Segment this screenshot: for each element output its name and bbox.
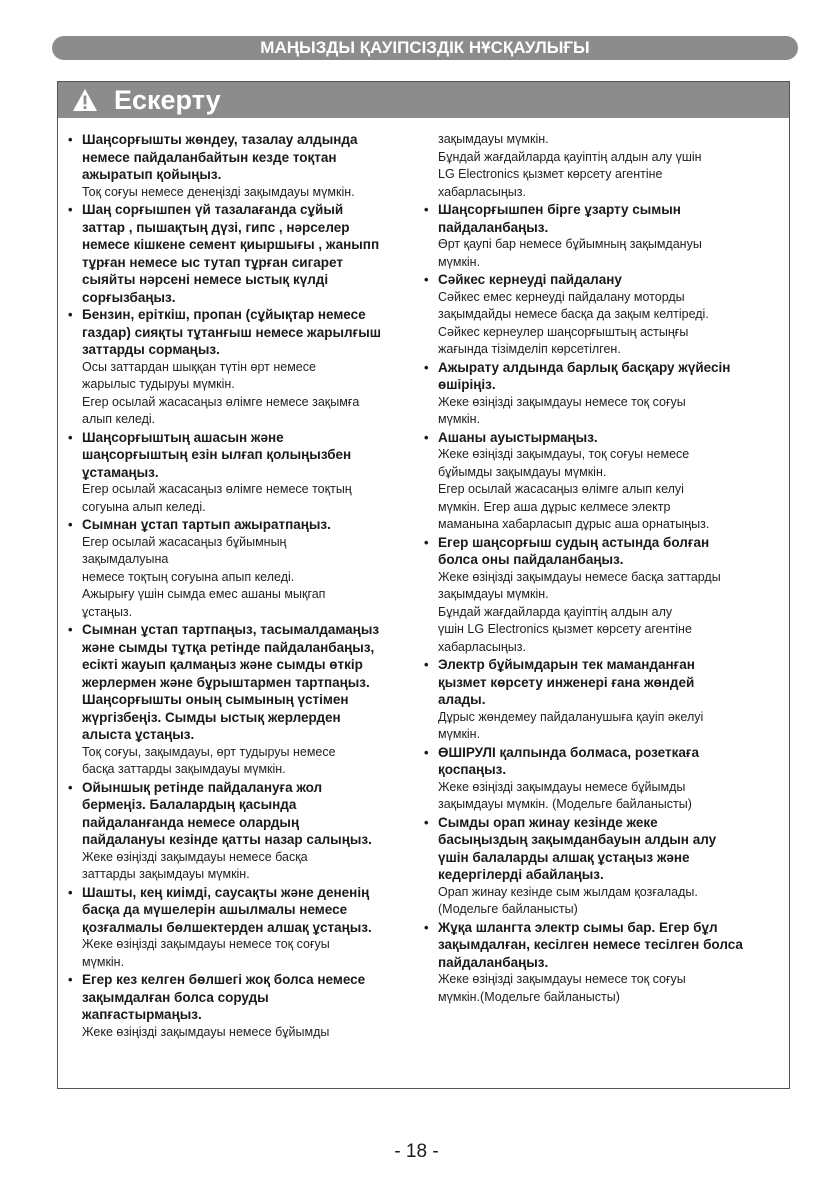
section-title-bar: МАҢЫЗДЫ ҚАУІПСІЗДІК НҰСҚАУЛЫҒЫ [52, 36, 798, 60]
safety-item-title: Сымнан ұстап тартып ажыратпаңыз. [82, 517, 331, 532]
safety-item-desc: Осы заттардан шыққан түтін өрт немесе жарылыс тудыруы мүмкін. Егер осылай жасасаңыз өлімге немесе зақымға алып келеді. [82, 359, 360, 426]
safety-item [68, 971, 393, 1041]
safety-item-title: Шаңсорғышты жөндеу, тазалау алдында немесе пайдаланбайтын кезде тоқтан ажыратып қойыңыз. [82, 132, 358, 182]
bullet-icon: • [424, 657, 429, 672]
warning-header [58, 82, 789, 118]
safety-item-desc: Жеке өзіңізді зақымдауы немесе тоқ соғуы мүмкін. [82, 937, 330, 969]
bullet-icon: • [68, 622, 73, 637]
safety-item-desc: Дұрыс жөндемеу пайдаланушыға қауіп әкелуі мүмкін. [438, 709, 704, 741]
bullet-icon: • [68, 429, 73, 445]
safety-item-title: ӨШІРУЛІ қалпында болмаса, розеткаға қоспаңыз. [438, 744, 700, 777]
safety-item-desc: Жеке өзіңізді зақымдауы немесе басқа заттарды зақымдауы мүмкін. [82, 849, 308, 881]
safety-item-desc: Егер осылай жасасаңыз өлімге немесе тоқтың согуына алып келеді. [82, 482, 352, 514]
safety-item-title: Сымнан ұстап тартпаңыз, тасымалдамаңыз және сымды тұтқа ретінде пайдаланбаңыз, есікті жауып қалмаңыз және сымды өткір жерлермен және бұрыштармен тартпаңыз. Шаңсорғышты оның сымының үстімен жүргізбеңіз. Сымды ыстық жерлерден алыста ұстаңыз. [82, 622, 380, 742]
right-item-list [424, 201, 776, 1006]
safety-item [424, 271, 776, 359]
bullet-icon: • [424, 919, 429, 935]
safety-item [68, 621, 393, 779]
safety-item-desc: Жеке өзіңізді зақымдауы немесе тоқ соғуы мүмкін.(Модельге байланысты) [438, 972, 686, 1004]
safety-item-title: Шаңсорғыштың ашасын және шаңсорғыштың езін ылғап қолыңызбен ұстамаңыз. [82, 429, 352, 480]
safety-item-desc: Егер осылай жасасаңыз бұйымның зақымдалуына немесе тоқтың соғуына апып келеді. Ажырығу үшін сымда емес ашаны мықгап ұстаңыз. [82, 534, 326, 619]
continued-text: зақымдауы мүмкін. Бұндай жағдайларда қауіптің алдын алу үшін LG Electronics қызмет көрсету агентіне хабарласыңыз. [438, 132, 702, 199]
safety-item-desc: Жеке өзіңізді зақымдауы немесе бұйымды [82, 1024, 330, 1039]
safety-item-title: Бензин, еріткіш, пропан (сұйықтар немесе газдар) сияқты тұтанғыш немесе жарылғыш заттарды сормаңыз. [82, 307, 382, 357]
warning-triangle-icon [72, 88, 98, 112]
safety-item [68, 131, 393, 201]
safety-item-title: Шаң сорғышпен үй тазалағанда сұйый заттар , пышақтың дүзі, гипс , нәрселер немесе кішкене семент қиыршығы , жаныпп тұрған немесе ыс тутап тұрған сигарет сыяйты нәрсені немесе ыстық күлді сорғызбаңыз. [82, 202, 380, 305]
bullet-icon: • [424, 814, 429, 830]
safety-item [424, 919, 776, 1007]
safety-item [68, 429, 393, 517]
bullet-icon: • [424, 534, 429, 550]
safety-item [424, 744, 776, 814]
safety-item-title: Сәйкес кернеуді пайдалану [438, 272, 622, 287]
safety-item-title: Электр бұйымдарын тек маманданған қызмет көрсету инженері ғана жөндей алады. [438, 657, 695, 707]
safety-item-title: Ашаны ауыстырмаңыз. [438, 429, 598, 445]
safety-item-desc: Жеке өзіңізді зақымдауы немесе бұйымды зақымдауы мүмкін. (Модельге байланысты) [438, 779, 692, 811]
bullet-icon: • [424, 202, 429, 217]
safety-item [424, 656, 776, 744]
safety-item-title: Ойыншық ретінде пайдалануға жол бермеңіз. Балалардың қасында пайдаланғанда немесе олардың пайдалануы кезінде қатты назар салыңыз. [82, 779, 372, 847]
safety-item [68, 884, 393, 972]
safety-item [68, 306, 393, 429]
bullet-icon: • [68, 307, 73, 322]
right-column [424, 131, 776, 1006]
safety-item [68, 779, 393, 884]
safety-item-title: Жұқа шлангта электр сымы бар. Егер бұл зақымдалған, кесілген немесе тесілген болса пайдаланбаңыз. [438, 919, 743, 970]
safety-item [68, 516, 393, 621]
safety-item [424, 429, 776, 534]
page-number: - 18 - [394, 1141, 439, 1162]
left-column [68, 131, 393, 1041]
safety-item-desc: Жеке өзіңізді зақымдауы немесе басқа заттарды зақымдауы мүмкін. Бұндай жағдайларда қауіптің алдын алу үшін LG Electronics қызмет көрсету агентіне хабарласыңыз. [438, 569, 721, 654]
safety-item [68, 201, 393, 306]
safety-item-title: Сымды орап жинау кезінде жеке басыңыздың зақымданбауын алдын алу үшін балаларды алшақ ұстаңыз және кедергілерді абайлаңыз. [438, 814, 717, 882]
bullet-icon: • [68, 132, 73, 147]
safety-item-desc: Тоқ соғуы немесе денеңізді зақымдауы мүмкін. [82, 184, 355, 199]
bullet-icon: • [68, 884, 73, 900]
safety-item-desc: Жеке өзіңізді зақымдауы, тоқ соғуы немесе бұйымды зақымдауы мүмкін. Егер осылай жасасаңыз өлімге алып келуі мүмкін. Егер аша дұрыс келмесе электр маманына хабарласып дұрыс аша орнатыңыз. [438, 447, 710, 531]
safety-item-desc: Сәйкес емес кернеуді пайдалану моторды зақымдайды немесе басқа да зақым келтіреді. Сәйкес кернеулер шаңсорғыштың астыңғы жағында тізімделіп көрсетілген. [438, 289, 709, 356]
safety-item [424, 359, 776, 429]
bullet-icon: • [424, 429, 429, 445]
bullet-icon: • [68, 517, 73, 532]
safety-item-title: Егер кез келген бөлшегі жоқ болса немесе зақымдалған болса соруды жапғастырмаңыз. [82, 972, 366, 1022]
safety-item [424, 201, 776, 271]
bullet-icon: • [424, 744, 429, 760]
safety-item-desc: Өрт қаупі бар немесе бұйымның зақымдануы мүмкін. [438, 237, 702, 269]
bullet-icon: • [424, 272, 429, 287]
safety-item-desc: Тоқ соғуы, зақымдауы, өрт тудыруы немесе басқа заттарды зақымдауы мүмкін. [82, 744, 336, 776]
warning-box [57, 81, 790, 1089]
safety-item [424, 534, 776, 657]
safety-item-desc: Орап жинау кезінде сым жылдам қозғалады. (Модельге байланысты) [438, 884, 698, 916]
bullet-icon: • [68, 779, 73, 795]
safety-item [424, 814, 776, 919]
bullet-icon: • [68, 972, 73, 987]
safety-item-title: Шашты, кең киімді, саусақты және дененің басқа да мүшелерін ашылмалы немесе қозғалмалы бөлшектерден алшақ ұстаңыз. [82, 884, 372, 935]
safety-item-title: Егер шаңсорғыш судың астында болған болса оны пайдаланбаңыз. [438, 534, 710, 567]
bullet-icon: • [424, 359, 429, 375]
warning-title: Ескерту [114, 85, 221, 115]
safety-item-title: Шаңсорғышпен бірге ұзарту сымын пайдаланбаңыз. [438, 202, 681, 235]
safety-item-desc: Жеке өзіңізді зақымдауы немесе тоқ соғуы мүмкін. [438, 394, 686, 426]
bullet-icon: • [68, 202, 73, 217]
safety-item-title: Ажырату алдында барлық басқару жүйесін өшіріңіз. [438, 359, 731, 392]
